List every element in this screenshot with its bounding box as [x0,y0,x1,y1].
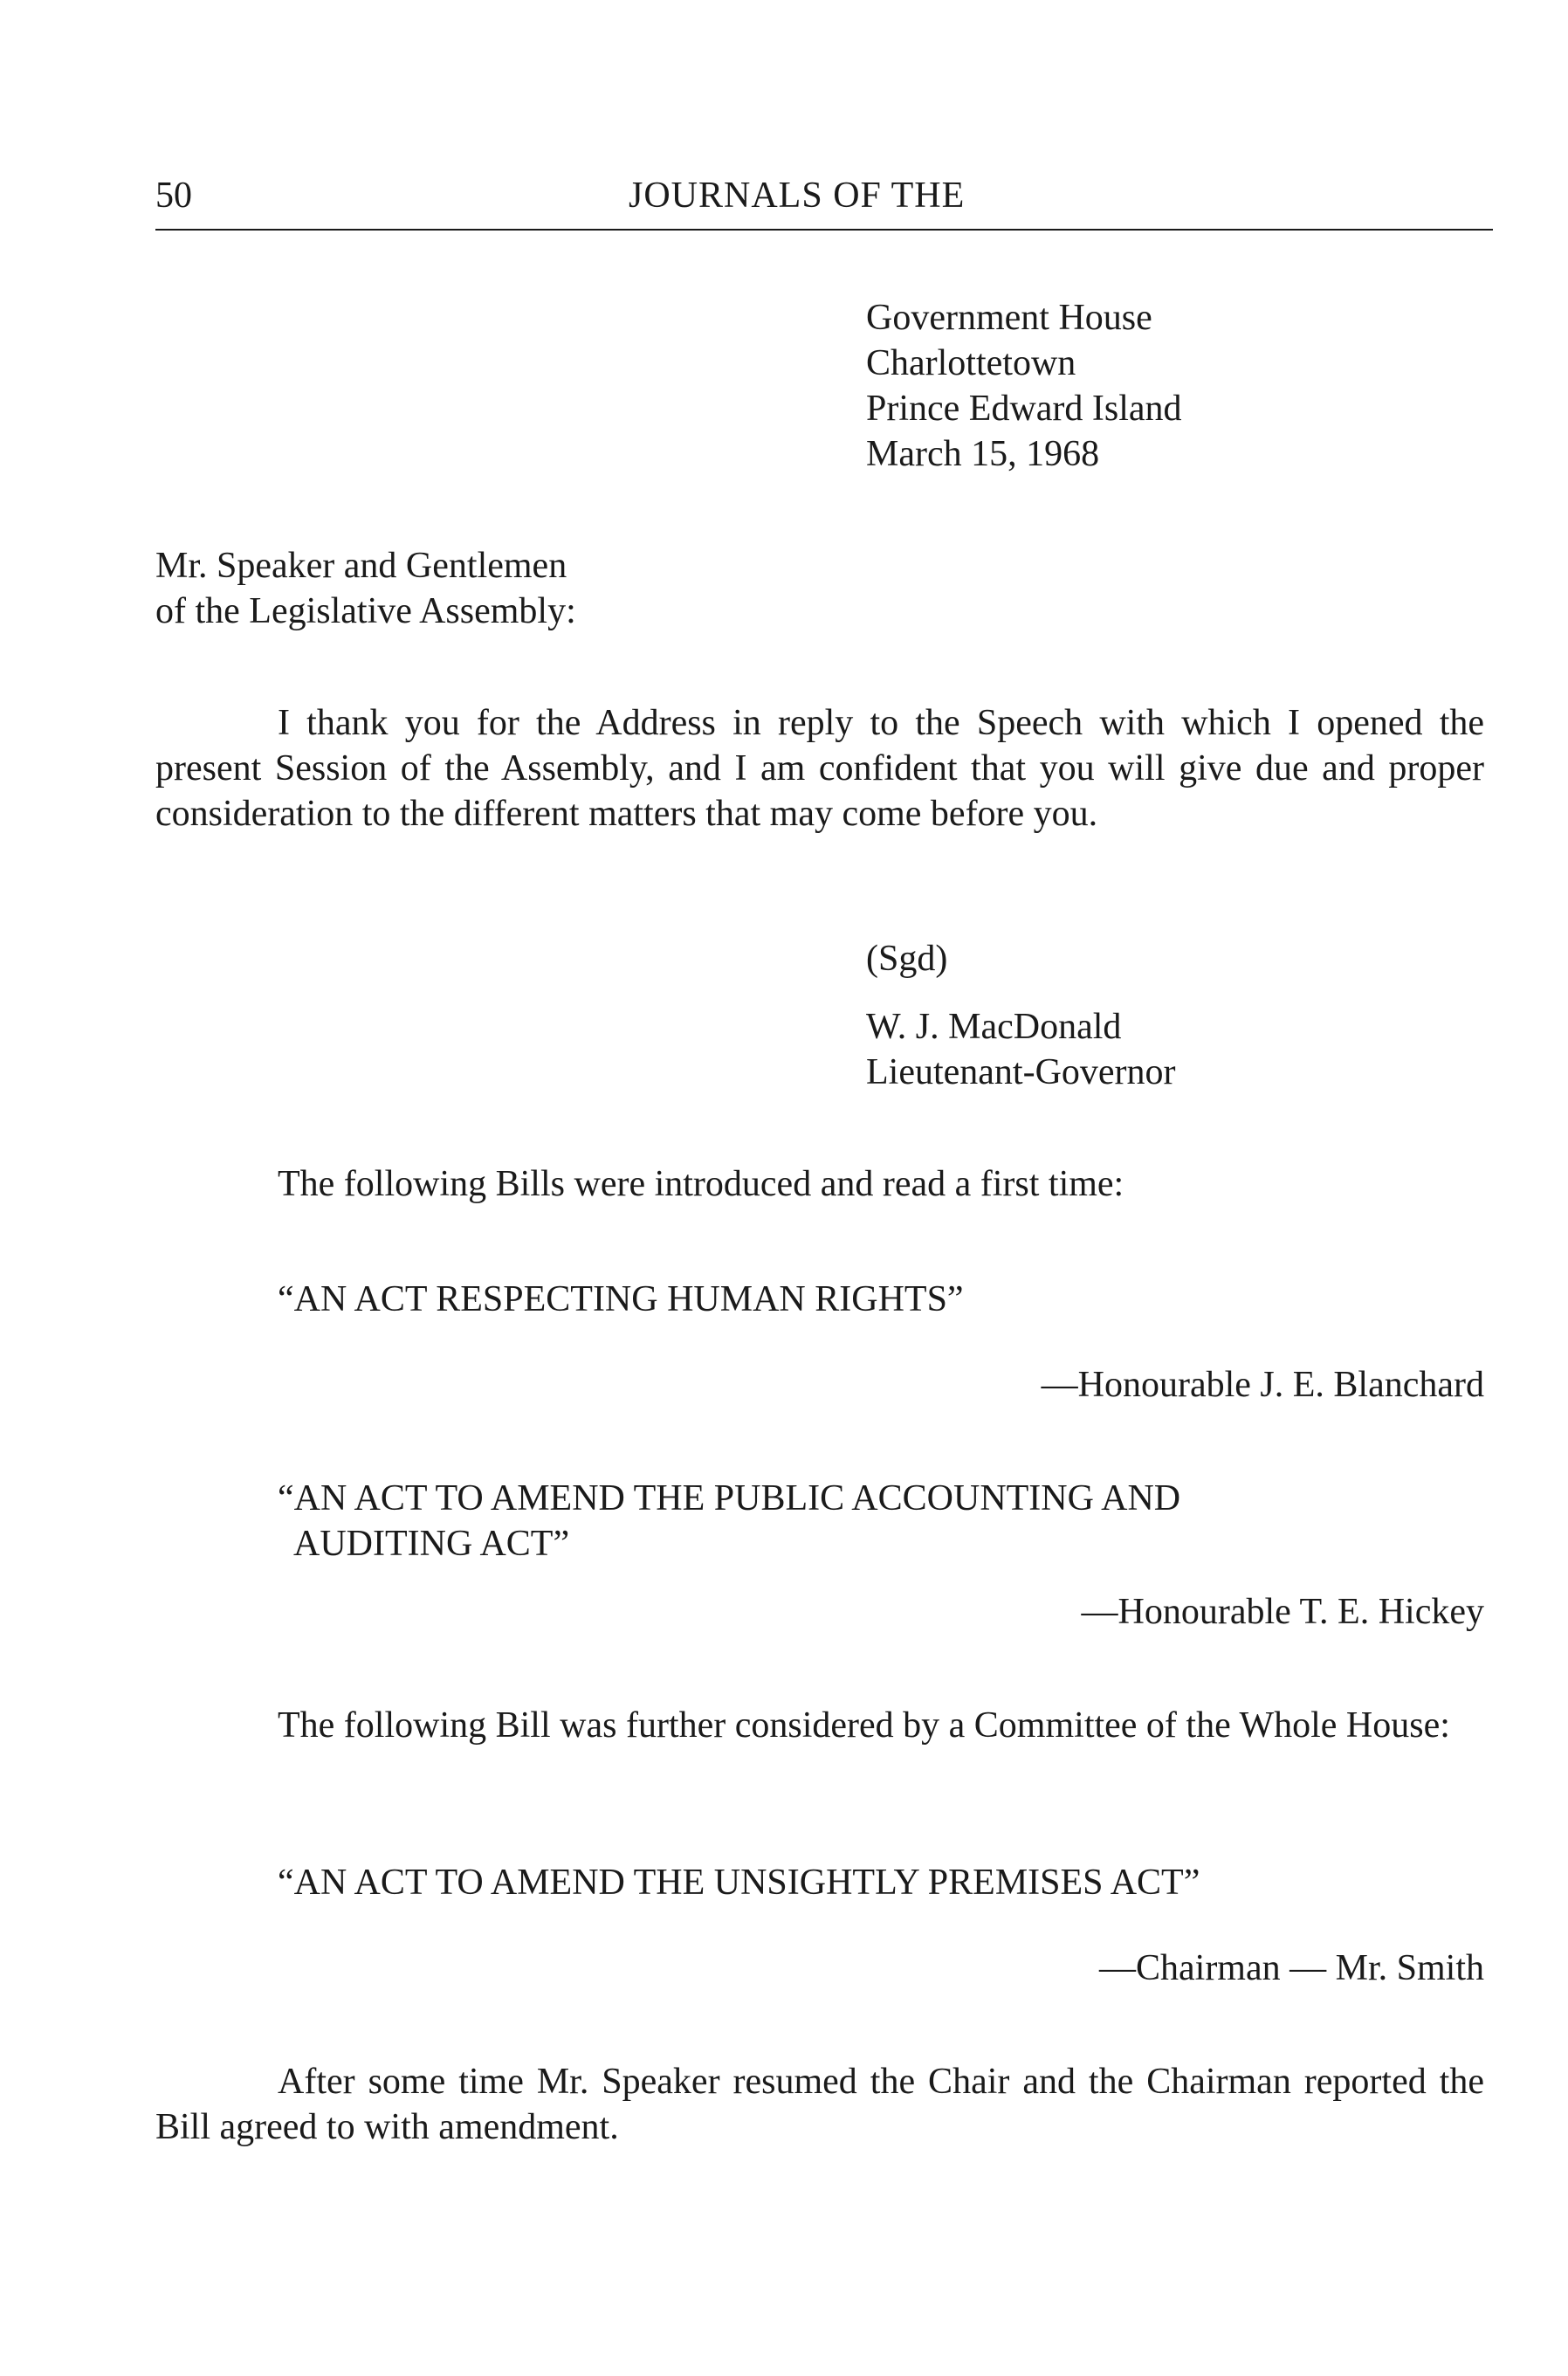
signatory-title: Lieutenant-Governor [866,1052,1176,1092]
closing-paragraph: After some time Mr. Speaker resumed the Chair and the Chairman reported the Bill agreed to with amendment. [155,2062,1484,2147]
running-title: JOURNALS OF THE [629,176,966,216]
reply-paragraph: I thank you for the Address in reply to the Speech with which I opened the present Session of the Assembly, and I am confident that you will give due and proper consideration to the different matters that may come before you. [155,703,1484,834]
salutation-line: Mr. Speaker and Gentlemen [155,546,567,586]
signature-block [866,1004,1176,1095]
bills-intro: The following Bills were introduced and read a first time: [278,1164,1124,1204]
bill-title-continuation: AUDITING ACT” [293,1524,570,1564]
address-line: Prince Edward Island [866,389,1182,429]
bill-title: “AN ACT TO AMEND THE PUBLIC ACCOUNTING AND [278,1478,1181,1519]
address-date: March 15, 1968 [866,434,1100,474]
committee-paragraph: The following Bill was further considered by a Committee of the Whole House: [278,1705,1450,1746]
sgd-mark: (Sgd) [866,939,948,979]
header-rule [155,229,1493,231]
salutation-block [155,543,576,634]
address-block [866,295,1182,477]
committee-chairman: —Chairman — Mr. Smith [1099,1948,1484,1988]
signatory-name: W. J. MacDonald [866,1007,1122,1047]
page-number: 50 [155,176,192,216]
bill-sponsor: —Honourable J. E. Blanchard [1041,1365,1484,1405]
address-line: Government House [866,298,1152,338]
address-line: Charlottetown [866,343,1076,383]
salutation-line: of the Legislative Assembly: [155,591,576,631]
bill-title: “AN ACT RESPECTING HUMAN RIGHTS” [278,1279,964,1319]
committee-bill-title: “AN ACT TO AMEND THE UNSIGHTLY PREMISES ACT” [278,1863,1200,1903]
bill-sponsor: —Honourable T. E. Hickey [1081,1592,1484,1632]
